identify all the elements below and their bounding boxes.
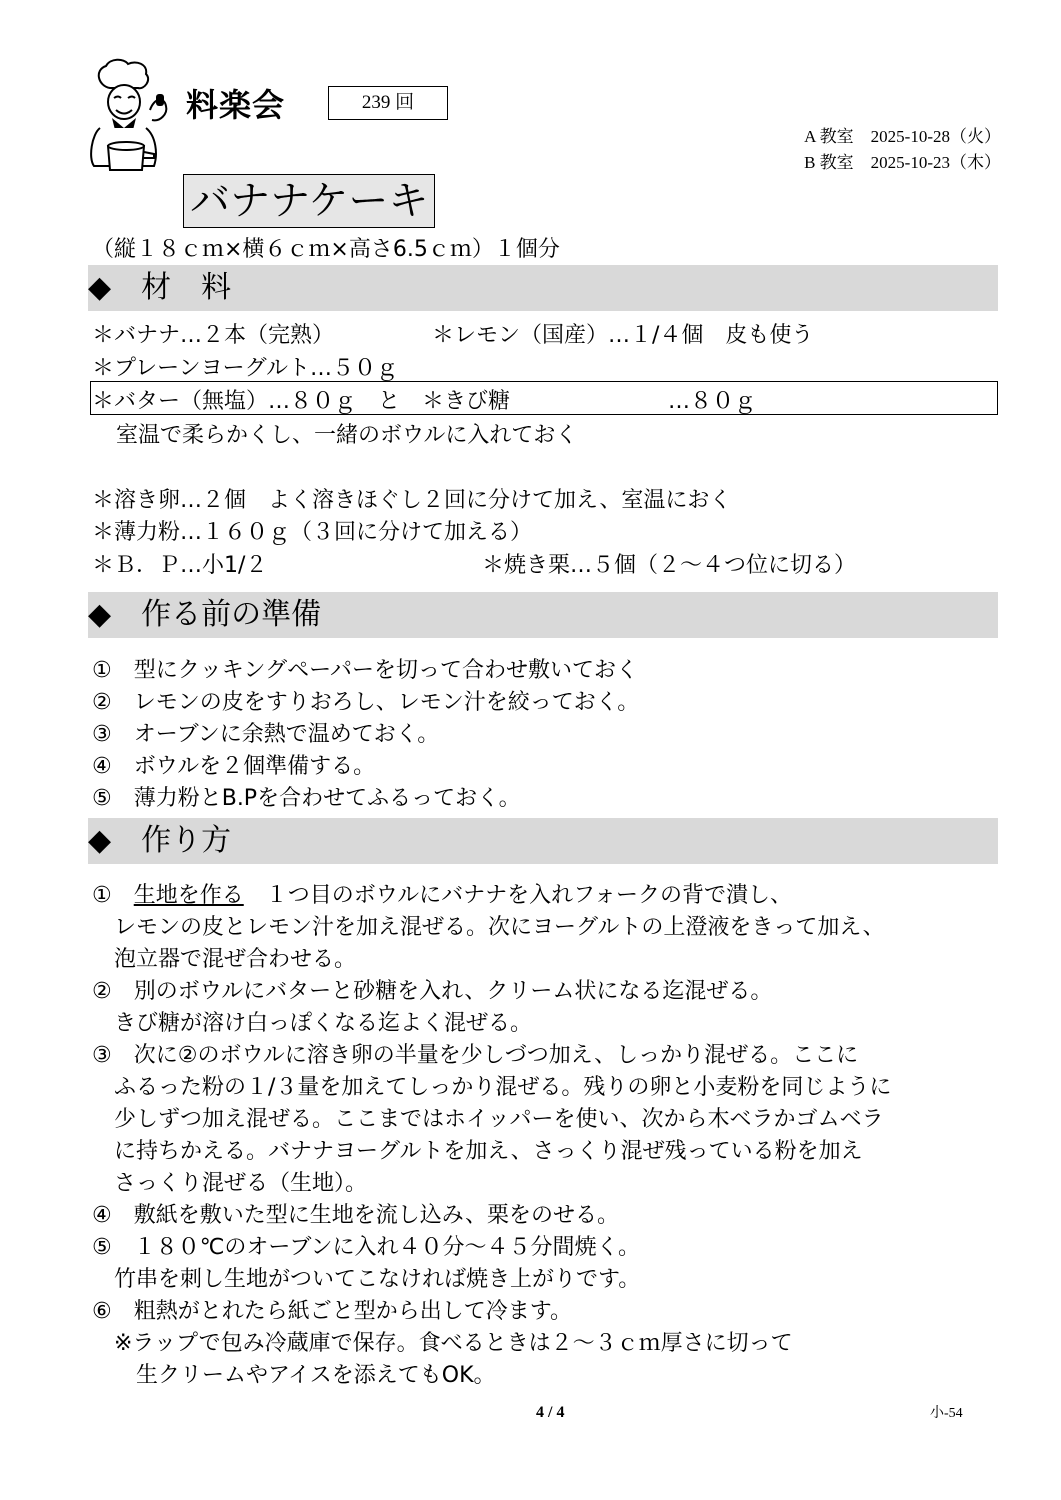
club-name: 料楽会	[186, 86, 286, 124]
step-label: 生地を作る	[133, 883, 244, 908]
ingredient-banana: ＊バナナ…２本（完熟）	[92, 323, 335, 348]
method-line: ※ラップで包み冷蔵庫で保存。食べるときは２～３ｃｍ厚さに切って	[92, 1331, 793, 1356]
method-line: さっくり混ぜる（生地）。	[92, 1171, 368, 1196]
method-list	[92, 880, 891, 1392]
document-code: 小-54	[930, 1406, 963, 1421]
method-line: ⑤ １８０℃のオーブンに入れ４０分～４５分間焼く。	[92, 1235, 641, 1260]
class-b-date: B 教室 2025-10-23（木）	[804, 153, 1001, 172]
ingredient-flour: ＊薄力粉…１６０ｇ（３回に分けて加える）	[92, 520, 533, 545]
section-ingredients: ◆ 材 料	[88, 265, 998, 311]
method-line: ③ 次に②のボウルに溶き卵の半量を少しづつ加え、しっかり混ぜる。ここに	[92, 1043, 859, 1068]
step-text: １つ目のボウルにバナナを入れフォークの背で潰し、	[243, 883, 792, 908]
class-a-date: A 教室 2025-10-28（火）	[804, 127, 1001, 146]
ingredient-bp: ＊Ｂ．Ｐ…小1/２	[92, 553, 268, 578]
method-line: 少しずつ加え混ぜる。ここまではホイッパーを使い、次から木ベラかゴムベラ	[92, 1107, 884, 1132]
method-line: ④ 敷紙を敷いた型に生地を流し込み、栗をのせる。	[92, 1203, 620, 1228]
ingredient-yogurt: ＊プレーンヨーグルト…５０ｇ	[92, 356, 399, 381]
ingredient-egg: ＊溶き卵…２個 よく溶きほぐし２回に分けて加え、室温におく	[92, 488, 732, 513]
method-line: ふるった粉の１/３量を加えてしっかり混ぜる。残りの卵と小麦粉を同じように	[92, 1075, 892, 1100]
page-number: 4 / 4	[536, 1404, 565, 1421]
size-note: （縦１８ｃｍ×横６ｃｍ×高さ6.5ｃｍ）１個分	[92, 237, 560, 262]
method-line: 生クリームやアイスを添えてもOK。	[92, 1363, 496, 1388]
method-line: レモンの皮とレモン汁を加え混ぜる。次にヨーグルトの上澄液をきって加え、	[92, 915, 885, 940]
method-line: ② 別のボウルにバターと砂糖を入れ、クリーム状になる迄混ぜる。	[92, 979, 773, 1004]
step-number: ①	[92, 883, 134, 908]
method-line: きび糖が溶け白っぽくなる迄よく混ぜる。	[92, 1011, 533, 1036]
prep-step: ⑤ 薄力粉とB.Pを合わせてふるっておく。	[92, 786, 521, 811]
section-method: ◆ 作り方	[88, 818, 998, 864]
ingredient-lemon: ＊レモン（国産）…１/４個 皮も使う	[432, 323, 814, 348]
ingredient-note: 室温で柔らかくし、一緒のボウルに入れておく	[116, 423, 578, 448]
class-schedule	[804, 124, 1001, 176]
prep-step: ④ ボウルを２個準備する。	[92, 754, 376, 779]
section-preparation: ◆ 作る前の準備	[88, 592, 998, 638]
recipe-title: バナナケーキ	[183, 174, 435, 228]
preparation-list	[92, 655, 639, 815]
method-step-1	[92, 880, 891, 912]
ingredient-sugar-amount: …８０ｇ	[668, 389, 757, 414]
prep-step: ② レモンの皮をすりおろし、レモン汁を絞っておく。	[92, 690, 640, 715]
session-number: 239 回	[328, 86, 448, 120]
ingredient-chestnut: ＊焼き栗…５個（２～４つ位に切る）	[482, 553, 857, 578]
ingredient-butter-sugar: ＊バター（無塩）…８０ｇ と ＊きび糖	[92, 389, 511, 414]
method-line: 泡立器で混ぜ合わせる。	[92, 947, 357, 972]
method-line: 竹串を刺し生地がついてこなければ焼き上がりです。	[92, 1267, 641, 1292]
prep-step: ① 型にクッキングペーパーを切って合わせ敷いておく	[92, 658, 638, 683]
method-line: ⑥ 粗熱がとれたら紙ごと型から出して冷ます。	[92, 1299, 572, 1324]
prep-step: ③ オーブンに余熱で温めておく。	[92, 722, 440, 747]
chef-illustration	[80, 58, 176, 176]
method-line: に持ちかえる。バナナヨーグルトを加え、さっくり混ぜ残っている粉を加え	[92, 1139, 863, 1164]
